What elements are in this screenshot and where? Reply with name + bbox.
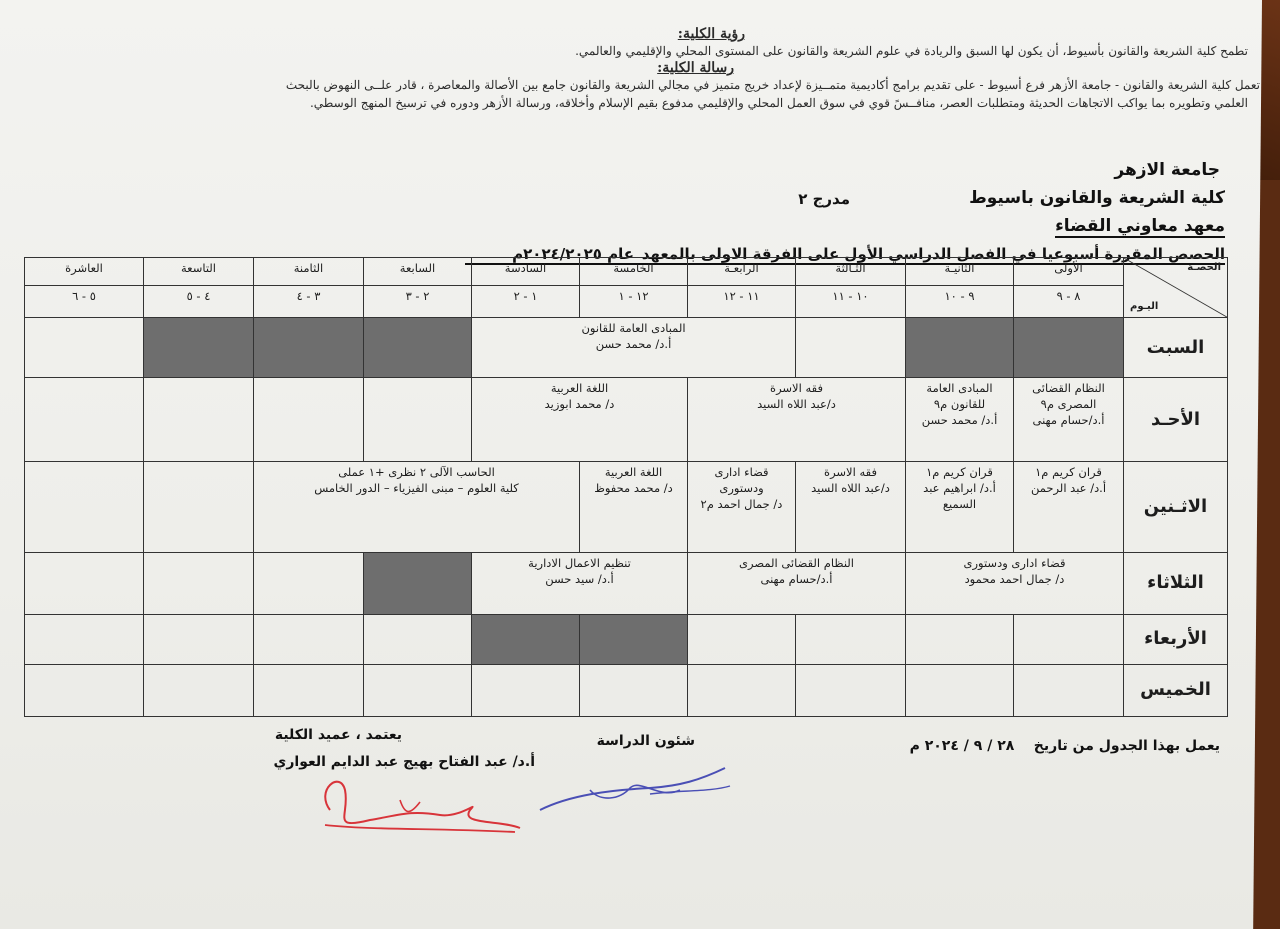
time-slot: ١٢ - ١ — [580, 286, 688, 318]
dean-signature — [310, 770, 530, 840]
class-cell — [796, 462, 906, 552]
empty-slot — [472, 664, 580, 716]
day-label: الخميس — [1124, 664, 1228, 716]
course-name: فقه الاسرة — [770, 381, 823, 396]
time-slot: ٨ - ٩ — [1014, 286, 1124, 318]
schedule-table — [24, 257, 1228, 717]
class-cell — [906, 378, 1014, 462]
day-row-monday — [25, 462, 1228, 552]
time-slot: ٩ - ١٠ — [906, 286, 1014, 318]
teacher-name: د/عبد اللاه السيد — [757, 397, 836, 412]
dean-approval-label: يعتمد ، عميد الكلية — [274, 727, 402, 743]
period-header: الرابعـة — [688, 258, 796, 286]
teacher-name: أ.د/حسام مهنى — [1032, 413, 1105, 428]
teacher-name: أ.د/ عبد الرحمن — [1030, 481, 1107, 496]
teacher-name: د/عبد اللاه السيد — [811, 481, 890, 496]
time-slot: ٥ - ٦ — [25, 286, 144, 318]
teacher-name: أ.د/ ابراهيم عبد السميع — [923, 481, 996, 512]
day-label: الأربعاء — [1124, 614, 1228, 664]
empty-slot — [254, 318, 364, 378]
time-slot: ٤ - ٥ — [144, 286, 254, 318]
time-header-row — [25, 286, 1228, 318]
empty-slot — [144, 462, 254, 552]
empty-slot — [364, 552, 472, 614]
day-row-saturday — [25, 318, 1228, 378]
empty-slot — [25, 614, 144, 664]
empty-slot — [254, 664, 364, 716]
empty-slot — [688, 614, 796, 664]
empty-slot — [25, 552, 144, 614]
course-name: فقه الاسرة — [824, 465, 877, 480]
day-label: الأحـد — [1124, 378, 1228, 462]
vision-heading: رؤية الكلية: — [677, 26, 745, 42]
period-header: السادسة — [472, 258, 580, 286]
day-label: السبت — [1124, 318, 1228, 378]
schedule-title-text: الحصص المقررة أسبوعيا في الفصل الدراسي الأول على الفرقة الاولى بالمعهد — [641, 245, 1225, 263]
class-cell — [580, 462, 688, 552]
empty-slot — [144, 664, 254, 716]
hall-label: مدرج ٢ — [798, 190, 850, 208]
time-slot: ٣ - ٤ — [254, 286, 364, 318]
day-row-tuesday — [25, 552, 1228, 614]
class-cell — [906, 462, 1014, 552]
time-slot: ١١ - ١٢ — [688, 286, 796, 318]
teacher-name: كلية العلوم – مبنى الفيزياء – الدور الخامس — [314, 481, 519, 496]
empty-slot — [906, 614, 1014, 664]
course-name: المبادى العامة للقانون — [581, 321, 686, 336]
period-header: العاشرة — [25, 258, 144, 286]
academic-year: عام ٢٠٢٤/٢٠٢٥م — [512, 245, 634, 263]
course-name: اللغة العربية — [604, 465, 663, 480]
empty-slot — [906, 318, 1014, 378]
teacher-name: أ.د/ محمد حسن — [921, 413, 998, 428]
class-cell — [472, 378, 688, 462]
effective-date-line — [910, 738, 1220, 754]
empty-slot — [1014, 664, 1124, 716]
vision-mission-block — [20, 26, 1260, 112]
time-slot: ٢ - ٣ — [364, 286, 472, 318]
course-name: قران كريم م١ — [1035, 465, 1102, 480]
day-row-thursday — [25, 664, 1228, 716]
table-corner — [1124, 258, 1228, 318]
class-cell — [1014, 378, 1124, 462]
course-name: قضاء ادارى ودستورى — [963, 555, 1066, 570]
empty-slot — [796, 318, 906, 378]
institute-name: معهد معاوني القضاء — [1055, 216, 1225, 236]
empty-slot — [144, 552, 254, 614]
empty-slot — [472, 614, 580, 664]
day-label: الثلاثاء — [1124, 552, 1228, 614]
teacher-name: أ.د/ سيد حسن — [545, 571, 614, 586]
empty-slot — [254, 378, 364, 462]
empty-slot — [796, 664, 906, 716]
teacher-name: أ.د/ محمد حسن — [595, 337, 672, 352]
period-header: الثانيـة — [906, 258, 1014, 286]
corner-period-label: الحصـة — [1187, 262, 1221, 273]
empty-slot — [25, 378, 144, 462]
teacher-name: د/ محمد محفوظ — [594, 481, 673, 496]
empty-slot — [906, 664, 1014, 716]
empty-slot — [580, 614, 688, 664]
empty-slot — [1014, 318, 1124, 378]
course-name: المبادى العامة للقانون م٩ — [926, 381, 993, 412]
day-label: الاثـنين — [1124, 462, 1228, 552]
period-header: التاسعة — [144, 258, 254, 286]
empty-slot — [254, 614, 364, 664]
effective-label: يعمل بهذا الجدول من تاريخ — [1033, 738, 1220, 754]
empty-slot — [364, 378, 472, 462]
mission-text-line1: تعمل كلية الشريعة والقانون - جامعة الأزهر فرع أسيوط - على تقديم برامج أكاديمية متمــيزة لإعداد خريج متميز في مجالي الشريعة والقانون جامع بين الأصالة والمعاصرة ، قادر علــى النهوض بالبحث — [285, 78, 1260, 92]
class-cell — [1014, 462, 1124, 552]
class-cell — [688, 378, 906, 462]
empty-slot — [580, 664, 688, 716]
period-header: الثامنة — [254, 258, 364, 286]
faculty-name: كلية الشريعة والقانون باسيوط — [969, 188, 1225, 208]
time-slot: ١٠ - ١١ — [796, 286, 906, 318]
mission-heading: رسالة الكلية: — [657, 60, 734, 76]
empty-slot — [25, 462, 144, 552]
period-header: الثـالثة — [796, 258, 906, 286]
course-name: النظام القضائى المصرى — [739, 555, 854, 570]
class-cell — [688, 462, 796, 552]
class-cell — [906, 552, 1124, 614]
course-name: تنظيم الاعمال الادارية — [528, 555, 631, 570]
period-header: السابعة — [364, 258, 472, 286]
teacher-name: أ.د/حسام مهنى — [760, 571, 833, 586]
effective-date: ٢٨ / ٩ / ٢٠٢٤ م — [909, 738, 1015, 754]
course-name: النظام القضائى المصرى م٩ — [1032, 381, 1105, 412]
empty-slot — [1014, 614, 1124, 664]
empty-slot — [796, 614, 906, 664]
vision-text: تطمح كلية الشريعة والقانون بأسيوط، أن يكون لها السبق والريادة في علوم الشريعة والقانون على المستوى المحلي والإقليمي والعالمي. — [575, 44, 1248, 58]
course-name: قضاء ادارى ودستورى — [714, 465, 769, 496]
class-cell — [688, 552, 906, 614]
empty-slot — [25, 318, 144, 378]
empty-slot — [364, 318, 472, 378]
time-slot: ١ - ٢ — [472, 286, 580, 318]
course-name: الحاسب الآلى ٢ نظرى +١ عملى — [338, 465, 495, 480]
course-name: اللغة العربية — [550, 381, 609, 396]
affairs-signature — [530, 760, 740, 820]
day-row-sunday — [25, 378, 1228, 462]
university-name: جامعة الازهر — [1114, 160, 1220, 180]
empty-slot — [688, 664, 796, 716]
teacher-name: د/ محمد ابوزيد — [544, 397, 615, 412]
day-row-wednesday — [25, 614, 1228, 664]
period-header-row — [25, 258, 1228, 286]
empty-slot — [254, 552, 364, 614]
empty-slot — [364, 664, 472, 716]
empty-slot — [144, 614, 254, 664]
period-header: الأولى — [1014, 258, 1124, 286]
empty-slot — [364, 614, 472, 664]
class-cell — [472, 318, 796, 378]
study-affairs-label: شئون الدراسة — [596, 733, 695, 749]
dean-name: أ.د/ عبد الفتاح بهيج عبد الدايم العواري — [273, 754, 535, 770]
course-name: قران كريم م١ — [926, 465, 993, 480]
class-cell — [254, 462, 580, 552]
class-cell — [472, 552, 688, 614]
teacher-name: د/ جمال احمد محمود — [964, 571, 1065, 586]
period-header: الخامسة — [580, 258, 688, 286]
corner-day-label: اليـوم — [1130, 301, 1159, 313]
empty-slot — [25, 664, 144, 716]
empty-slot — [144, 318, 254, 378]
teacher-name: د/ جمال احمد م٢ — [700, 497, 783, 512]
mission-text-line2: العلمي وتطويره بما يواكب الاتجاهات الحديثة ومتطلبات العصر، منافــسً قوي في سوق العمل المحلي والإقليمي مدفوع بقيم الإسلام وأخلاقه، ورسالة الأزهر ودوره في ترسيخ المنهج الوسطي. — [309, 96, 1248, 110]
empty-slot — [144, 378, 254, 462]
